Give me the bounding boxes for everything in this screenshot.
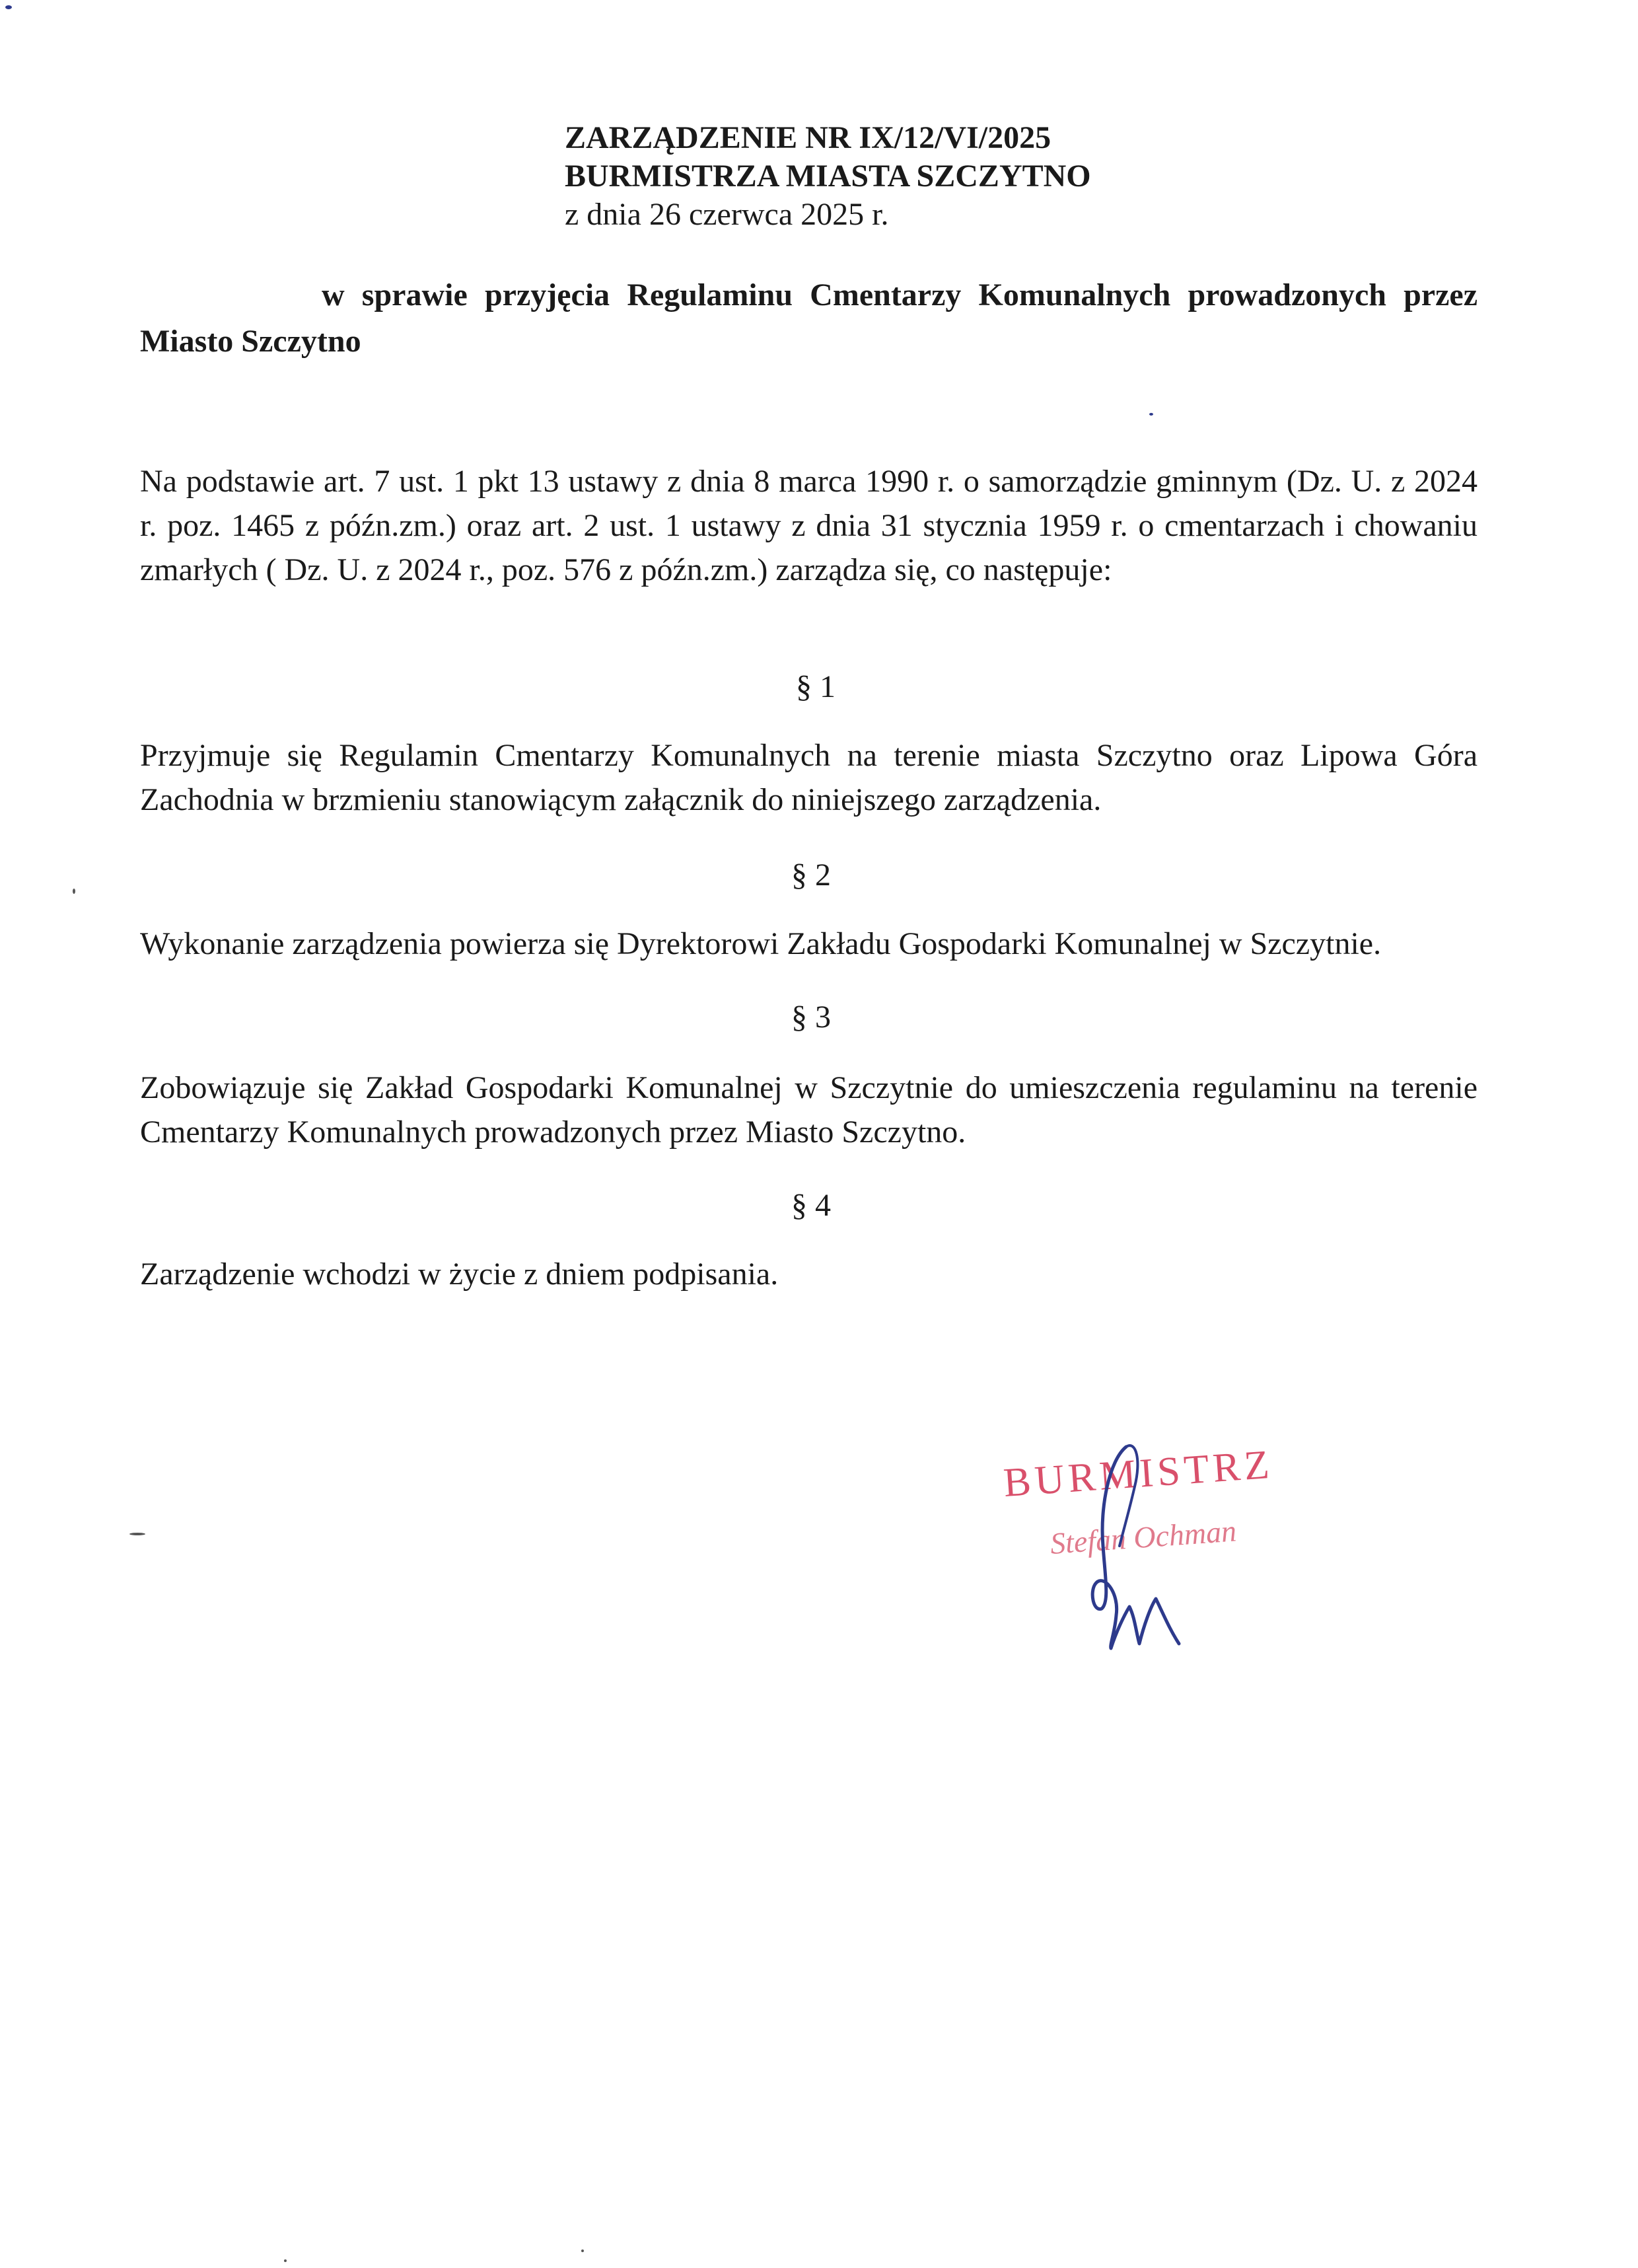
section-2-text: Wykonanie zarządzenia powierza się Dyrektorowi Zakładu Gospodarki Komunalnej w Szczytnie.: [140, 926, 1382, 961]
subject-line: w sprawie przyjęcia Regulaminu Cmentarzy Komunalnych prowadzonych przez Miasto Szczytno: [140, 277, 1478, 359]
stamp-name: Stefan Ochman: [1049, 1514, 1238, 1561]
scan-speck: [284, 2259, 287, 2262]
scan-speck: [1149, 413, 1153, 416]
document-header: [565, 119, 1091, 234]
scan-speck: [129, 1533, 145, 1535]
section-3-mark: § 3: [791, 1000, 831, 1035]
handwritten-signature: [1063, 1434, 1195, 1652]
legal-basis-paragraph: Na podstawie art. 7 ust. 1 pkt 13 ustawy z dnia 8 marca 1990 r. o samorządzie gminnym (Dz. U. z 2024 r. poz. 1465 z późn.zm.) oraz art. 2 ust. 1 ustawy z dnia 31 stycznia 1959 r. o cmentarzach i chowaniu zmarłych ( Dz. U. z 2024 r., poz. 576 z późn.zm.) zarządza się, co następuje:: [140, 464, 1478, 587]
scan-speck: [5, 5, 12, 9]
issue-date: z dnia 26 czerwca 2025 r.: [565, 197, 889, 232]
scan-speck: [581, 2250, 584, 2252]
section-1-text: Przyjmuje się Regulamin Cmentarzy Komunalnych na terenie miasta Szczytno oraz Lipowa Góra Zachodnia w brzmieniu stanowiącym załącznik do niniejszego zarządzenia.: [140, 738, 1478, 817]
section-1-mark: § 1: [796, 669, 836, 704]
issuer: BURMISTRZA MIASTA SZCZYTNO: [565, 159, 1091, 194]
section-4-mark: § 4: [791, 1188, 831, 1223]
section-4-text: Zarządzenie wchodzi w życie z dniem podpisania.: [140, 1257, 779, 1292]
section-2-mark: § 2: [791, 858, 831, 893]
ordinance-number: ZARZĄDZENIE NR IX/12/VI/2025: [565, 120, 1051, 155]
section-3-text: Zobowiązuje się Zakład Gospodarki Komunalnej w Szczytnie do umieszczenia regulaminu na terenie Cmentarzy Komunalnych prowadzonych przez Miasto Szczytno.: [140, 1070, 1478, 1150]
stamp-title: BURMISTRZ: [1002, 1442, 1275, 1506]
scan-speck: [73, 889, 75, 894]
